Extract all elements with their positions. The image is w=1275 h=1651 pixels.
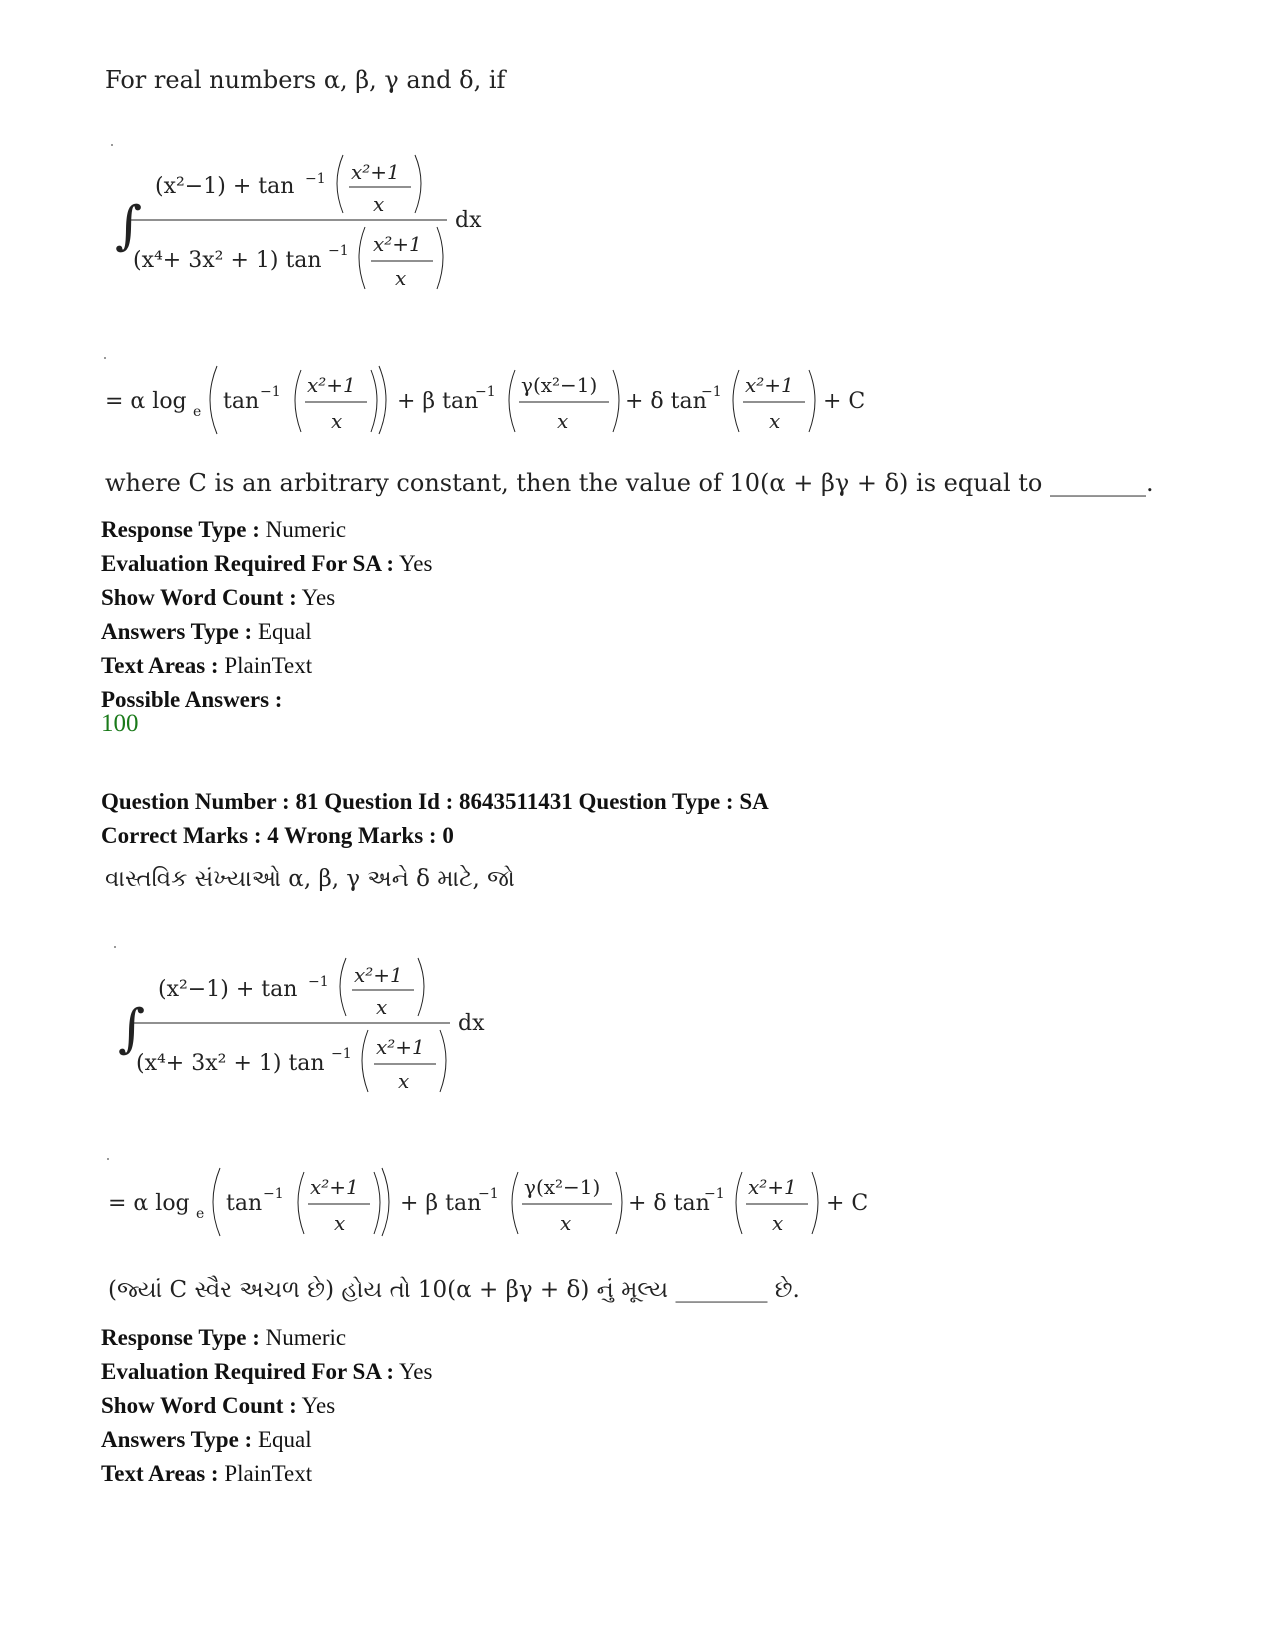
meta-value: PlainText [218,1461,313,1486]
meta-label: Possible Answers : [101,687,283,712]
left-paren [733,370,739,432]
inverse-superscript: −1 [305,171,326,187]
outer-right-paren [382,1168,389,1236]
integral-expression [115,145,515,295]
fraction-bottom: x [373,192,385,216]
beta-tan: + β tan [397,389,479,414]
fraction-bottom: x [560,1211,572,1235]
right-paren [616,1172,622,1234]
meta-label: Evaluation Required For SA : [101,551,395,576]
scan-dot [107,1158,109,1160]
plus-c: + C [826,1191,869,1216]
meta-value: Numeric [259,517,347,542]
meta-label: Show Word Count : [101,1393,297,1418]
meta-row [101,615,432,649]
rhs-expression [108,1162,888,1242]
left-paren [359,227,365,289]
inverse-superscript: −1 [475,384,496,400]
meta-value: Yes [394,551,433,576]
meta-label: Text Areas : [101,653,219,678]
fraction-top: x²+1 [748,1175,797,1199]
question-header-line: Question Number : 81 Question Id : 8643511431 Question Type : SA [101,789,769,814]
question-intro: For real numbers α, β, γ and δ, if [105,66,506,94]
meta-value: Yes [296,585,336,610]
question-intro: વાસ્તવિક સંખ્યાઓ α, β, γ અને δ માટે, જો [105,866,515,892]
meta-value: Numeric [259,1325,347,1350]
left-paren [337,155,343,213]
left-paren [340,958,346,1016]
right-paren [440,1030,446,1092]
fraction-top: x²+1 [310,1175,359,1199]
meta-value: Equal [252,1427,312,1452]
fraction-top: x²+1 [354,963,403,987]
log-base: e [196,1206,205,1222]
meta-value: Equal [252,619,312,644]
question-meta [101,1321,432,1491]
meta-row [101,547,432,581]
meta-row [101,581,432,615]
delta-tan: + δ tan [625,389,707,414]
meta-row [101,649,432,683]
numerator-text: (x²−1) + tan [158,977,298,1002]
left-paren [362,1030,368,1092]
integral-sign: ∫ [118,999,146,1059]
right-paren [809,370,815,432]
fraction-top: x²+1 [745,373,794,397]
meta-label: Response Type : [101,517,260,542]
delta-tan: + δ tan [628,1191,710,1216]
meta-value: Yes [296,1393,336,1418]
integral-sign: ∫ [115,196,143,256]
meta-label: Show Word Count : [101,585,297,610]
meta-row [101,1457,432,1491]
meta-row [101,513,432,547]
question-header [101,785,769,853]
scan-dot [114,946,116,948]
fraction-bottom: x [557,409,569,433]
question-conclusion: (જ્યાં C સ્વૈર અચળ છે) હોય તો 10(α + βγ + δ) નું મૂલ્ય ________ છે. [108,1277,800,1303]
question-meta [101,513,432,717]
meta-row [101,1389,432,1423]
tan-text: tan [226,1191,263,1216]
right-paren [374,1172,380,1234]
meta-label: Answers Type : [101,1427,253,1452]
dx-text: dx [455,208,482,233]
numerator-text: (x²−1) + tan [155,174,295,199]
fraction-top: x²+1 [307,373,356,397]
outer-right-paren [379,366,386,434]
rhs-expression [105,360,885,440]
inverse-superscript: −1 [260,384,281,400]
scan-dot [111,144,113,146]
right-paren [812,1172,818,1234]
fraction-bottom: x [331,409,343,433]
question-conclusion: where C is an arbitrary constant, then the value of 10(α + βγ + δ) is equal to ________. [105,469,1154,497]
inverse-superscript: −1 [328,243,349,259]
right-paren [437,227,443,289]
fraction-top: γ(x²−1) [521,373,598,397]
fraction-top: x²+1 [373,232,422,256]
fraction-bottom: x [376,995,388,1019]
meta-label: Response Type : [101,1325,260,1350]
beta-tan: + β tan [400,1191,482,1216]
fraction-bottom: x [772,1211,784,1235]
right-paren [415,155,421,213]
tan-text: tan [223,389,260,414]
inverse-superscript: −1 [701,384,722,400]
outer-left-paren [210,366,217,434]
alpha-log: = α log [105,389,187,414]
log-base: e [193,404,202,420]
fraction-bottom: x [395,266,407,290]
meta-label: Evaluation Required For SA : [101,1359,395,1384]
fraction-top: x²+1 [351,160,400,184]
possible-answer: 100 [101,710,139,737]
fraction-bottom: x [398,1069,410,1093]
right-paren [613,370,619,432]
left-paren [509,370,515,432]
meta-value: PlainText [218,653,313,678]
plus-c: + C [823,389,866,414]
left-paren [736,1172,742,1234]
meta-value: Yes [394,1359,433,1384]
fraction-bottom: x [769,409,781,433]
meta-row [101,1355,432,1389]
fraction-top: x²+1 [376,1035,425,1059]
inverse-superscript: −1 [478,1186,499,1202]
inverse-superscript: −1 [704,1186,725,1202]
denominator-text: (x⁴+ 3x² + 1) tan [133,248,322,273]
fraction-top: γ(x²−1) [524,1175,601,1199]
left-paren [512,1172,518,1234]
scan-dot [104,357,106,359]
inverse-superscript: −1 [331,1046,352,1062]
outer-left-paren [213,1168,220,1236]
integral-expression [118,948,518,1098]
meta-row [101,1423,432,1457]
meta-label: Text Areas : [101,1461,219,1486]
inverse-superscript: −1 [308,974,329,990]
right-paren [371,370,377,432]
right-paren [418,958,424,1016]
denominator-text: (x⁴+ 3x² + 1) tan [136,1051,325,1076]
inverse-superscript: −1 [263,1186,284,1202]
alpha-log: = α log [108,1191,190,1216]
marks-line: Correct Marks : 4 Wrong Marks : 0 [101,823,454,848]
left-paren [295,370,301,432]
meta-row [101,683,432,717]
meta-row [101,1321,432,1355]
left-paren [298,1172,304,1234]
meta-label: Answers Type : [101,619,253,644]
dx-text: dx [458,1011,485,1036]
fraction-bottom: x [334,1211,346,1235]
